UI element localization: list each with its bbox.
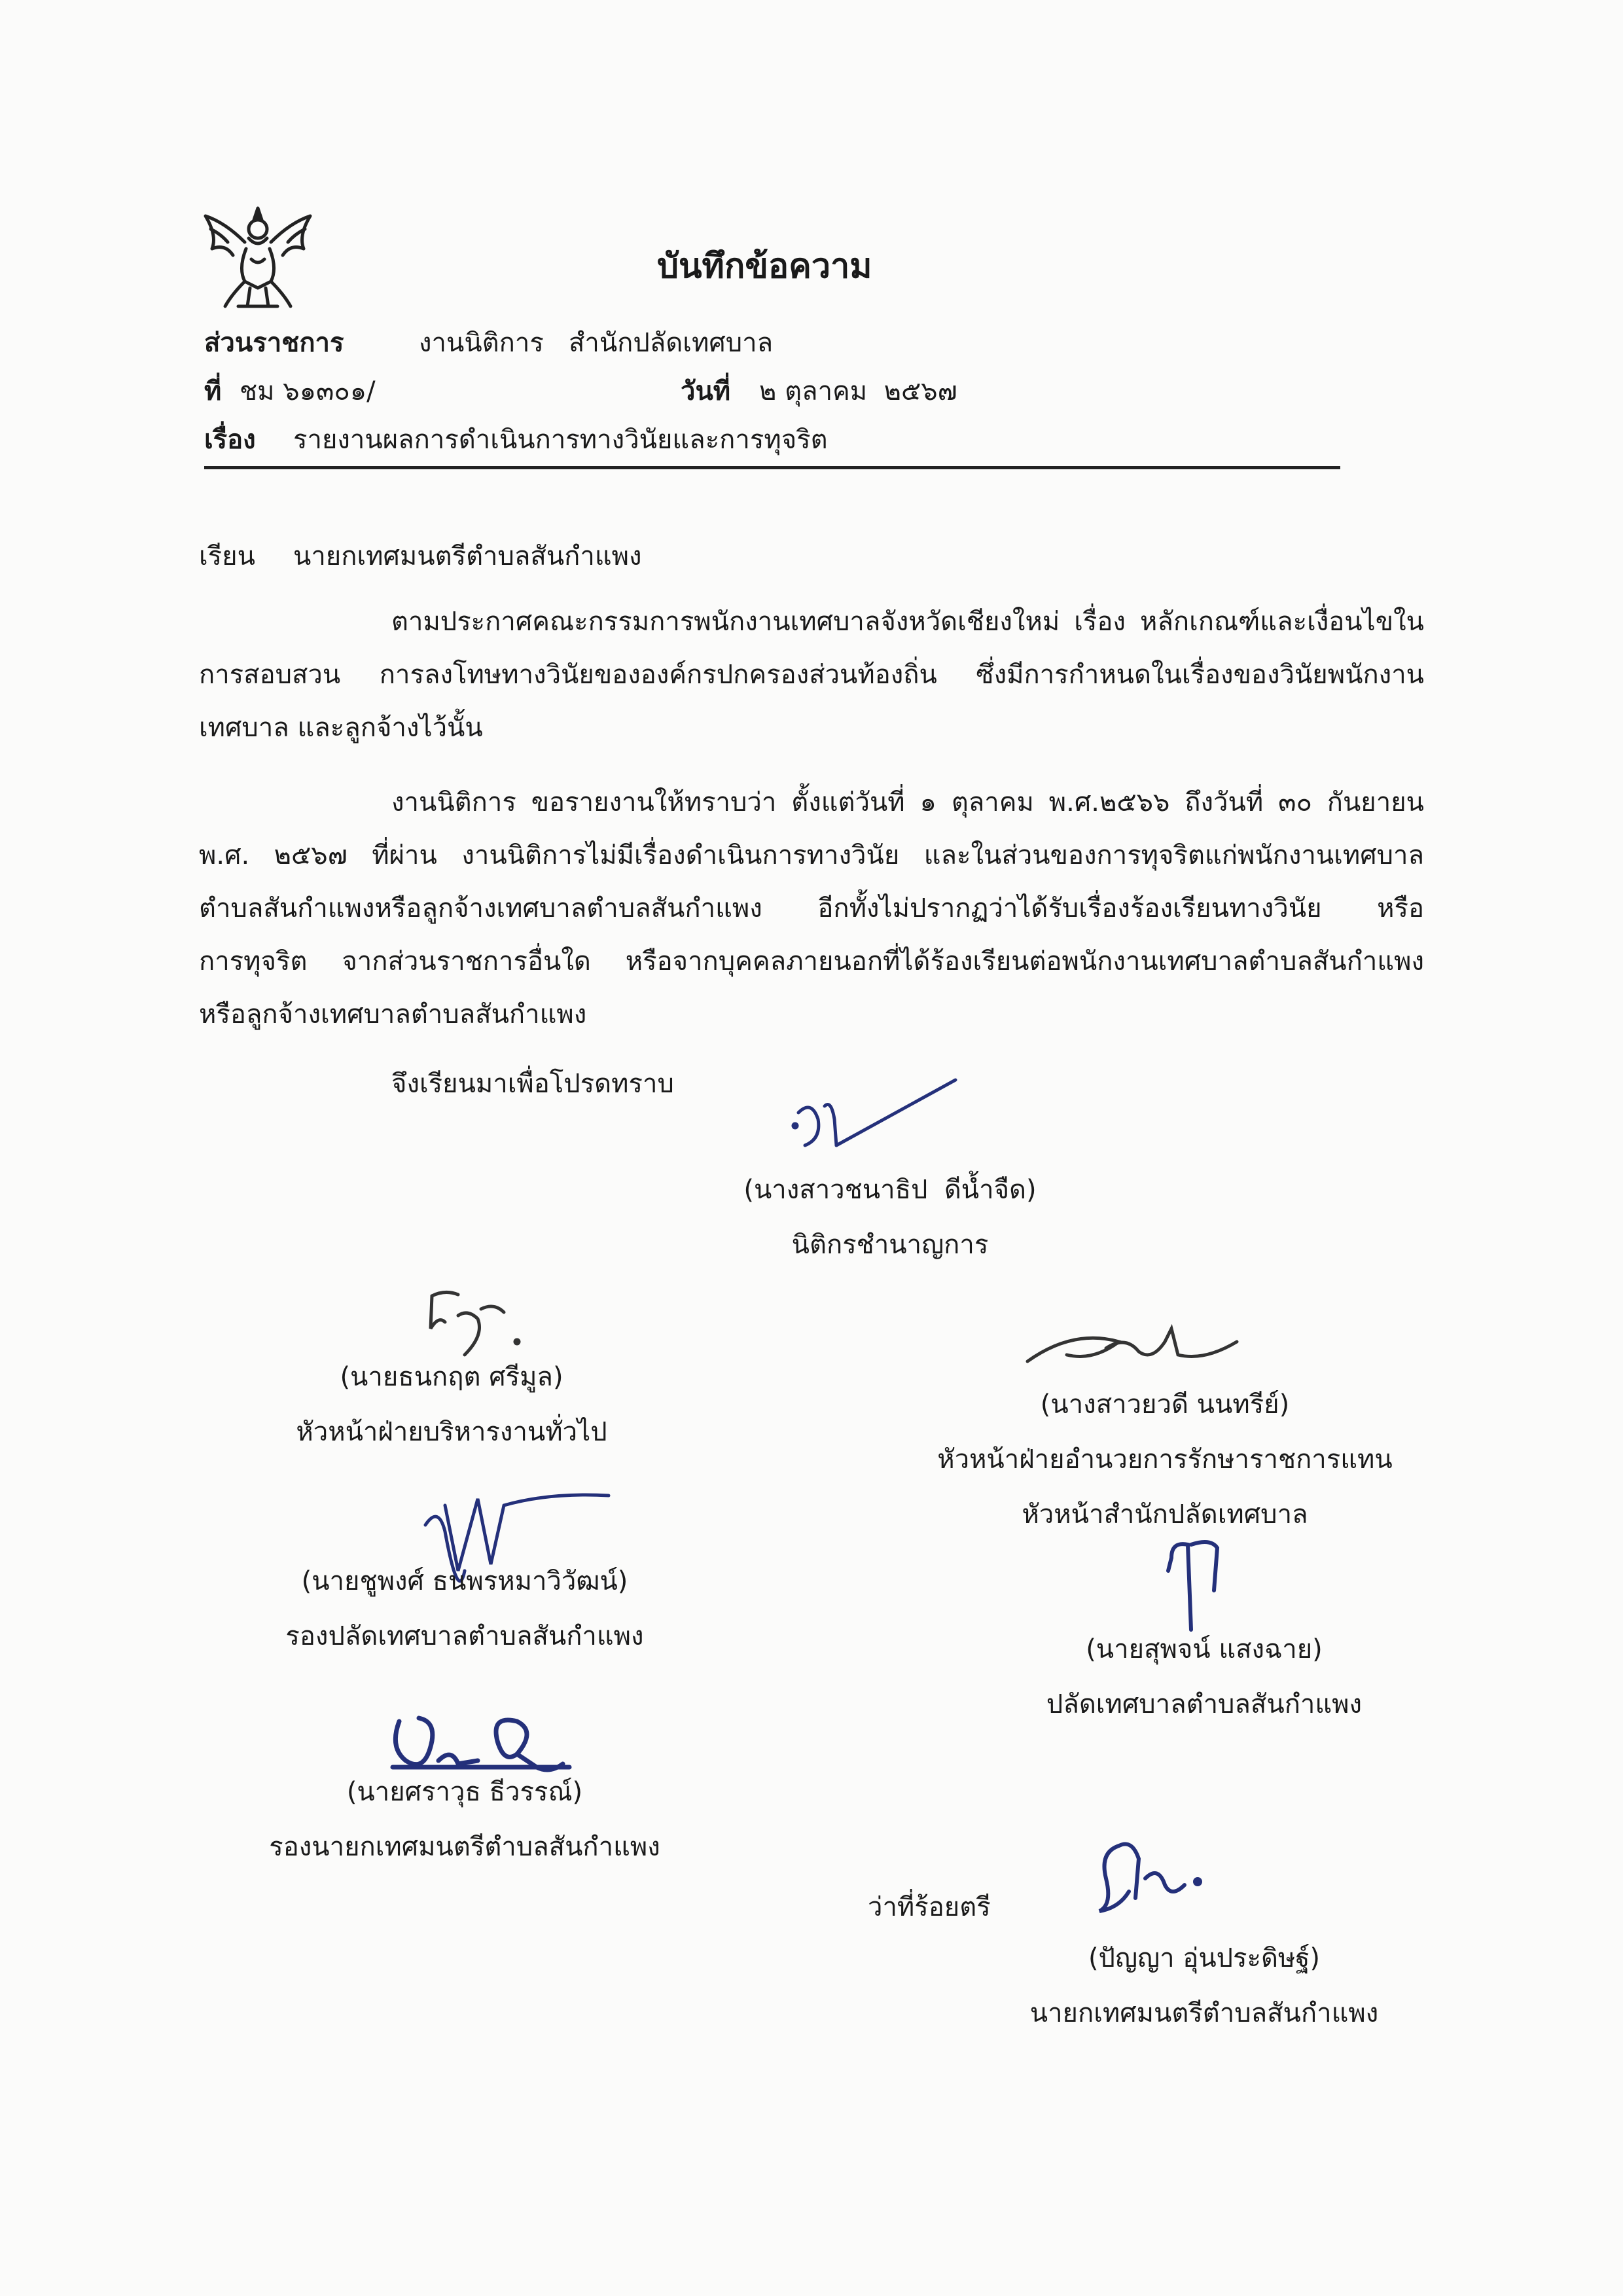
subject-label: เรื่อง <box>204 425 256 455</box>
clerk-block <box>942 1622 1466 1732</box>
admin-head-block <box>223 1350 681 1460</box>
author-position: นิติกรชำนาญการ <box>791 1230 989 1260</box>
date-label: วันที่ <box>681 376 731 406</box>
clerk-position: ปลัดเทศบาลตำบลสันกำแพง <box>1046 1689 1363 1719</box>
agency-label: ส่วนราชการ <box>204 328 344 358</box>
signature-clerk <box>1158 1532 1230 1636</box>
deputy-clerk-position: รองปลัดเทศบาลตำบลสันกำแพง <box>285 1621 644 1651</box>
paragraph-line: หรือลูกจ้างเทศบาลตำบลสันกำแพง <box>199 999 587 1030</box>
paragraph-line: งานนิติการ ขอรายงานให้ทราบว่า ตั้งแต่วันที่ ๑ ตุลาคม พ.ศ.๒๕๖๖ ถึงวันที่ ๓๐ กันยายน <box>391 787 1424 817</box>
signature-mayor <box>1080 1826 1211 1924</box>
author-name: (นางสาวชนาธิป ดีน้ำจืด) <box>743 1175 1037 1205</box>
garuda-emblem-icon <box>199 196 317 317</box>
admin-head-name: (นายธนกฤต ศรีมูล) <box>340 1362 563 1392</box>
admin-head-position: หัวหน้าฝ่ายบริหารงานทั่วไป <box>296 1417 607 1447</box>
subject-value: รายงานผลการดำเนินการทางวินัยและการทุจริต <box>293 425 828 455</box>
paragraph-2 <box>199 776 1424 1041</box>
author-block <box>654 1162 1126 1272</box>
mayor-name: (ปัญญา อุ่นประดิษฐ์) <box>1088 1943 1321 1973</box>
acting-head-name: (นางสาวยวดี นนทรีย์) <box>1040 1390 1290 1420</box>
closing-phrase: จึงเรียนมาเพื่อโปรดทราบ <box>391 1069 674 1099</box>
paragraph-1 <box>199 596 1424 755</box>
deputy-clerk-block <box>209 1554 720 1664</box>
reference-value: ชม ๖๑๓๐๑/ <box>240 376 376 406</box>
document-title: บันทึกข้อความ <box>657 247 872 286</box>
paragraph-line: ตามประกาศคณะกรรมการพนักงานเทศบาลจังหวัดเชียงใหม่ เรื่อง หลักเกณฑ์และเงื่อนไขใน <box>391 607 1424 637</box>
mayor-position: นายกเทศมนตรีตำบลสันกำแพง <box>1029 1998 1379 2028</box>
mayor-rank: ว่าที่ร้อยตรี <box>868 1892 991 1922</box>
paragraph-line: การทุจริต จากส่วนราชการอื่นใด หรือจากบุคคลภายนอกที่ได้ร้องเรียนต่อพนักงานเทศบาลตำบลสันกำแพง <box>199 946 1424 977</box>
addressee-label: เรียน <box>199 541 255 571</box>
deputy-clerk-name: (นายชูพงศ์ ธนพรหมาวิวัฒน์) <box>301 1566 628 1596</box>
mayor-block <box>942 1931 1466 2041</box>
deputy-mayor-position: รองนายกเทศมนตรีตำบลสันกำแพง <box>269 1832 660 1862</box>
acting-head-position-1: หัวหน้าฝ่ายอำนวยการรักษาราชการแทน <box>937 1444 1393 1475</box>
paragraph-line: พ.ศ. ๒๕๖๗ ที่ผ่าน งานนิติการไม่มีเรื่องดำเนินการทางวินัย และในส่วนของการทุจริตแก่พนักงานเทศบาล <box>199 840 1424 870</box>
acting-head-position-2: หัวหน้าสำนักปลัดเทศบาล <box>1022 1499 1308 1530</box>
paragraph-line: การสอบสวน การลงโทษทางวินัยขององค์กรปกครองส่วนท้องถิ่น ซึ่งมีการกำหนดในเรื่องของวินัยพนักงาน <box>199 660 1424 690</box>
date-value: ๒ ตุลาคม ๒๕๖๗ <box>759 376 957 406</box>
clerk-name: (นายสุพจน์ แสงฉาย) <box>1086 1634 1323 1664</box>
paragraph-line: เทศบาล และลูกจ้างไว้นั้น <box>199 713 483 743</box>
deputy-mayor-name: (นายศราวุธ ธีวรรณ์) <box>346 1777 583 1807</box>
header-rule <box>204 466 1340 469</box>
reference-label: ที่ <box>204 376 222 406</box>
addressee-value: นายกเทศมนตรีตำบลสันกำแพง <box>293 541 642 571</box>
deputy-mayor-block <box>223 1765 707 1874</box>
acting-head-block <box>851 1377 1479 1542</box>
paragraph-line: ตำบลสันกำแพงหรือลูกจ้างเทศบาลตำบลสันกำแพง อีกทั้งไม่ปรากฏว่าได้รับเรื่องร้องเรียนทางวินัย หรือ <box>199 893 1424 924</box>
signature-acting-head <box>1021 1316 1257 1381</box>
agency-value: งานนิติการ สำนักปลัดเทศบาล <box>419 328 774 358</box>
